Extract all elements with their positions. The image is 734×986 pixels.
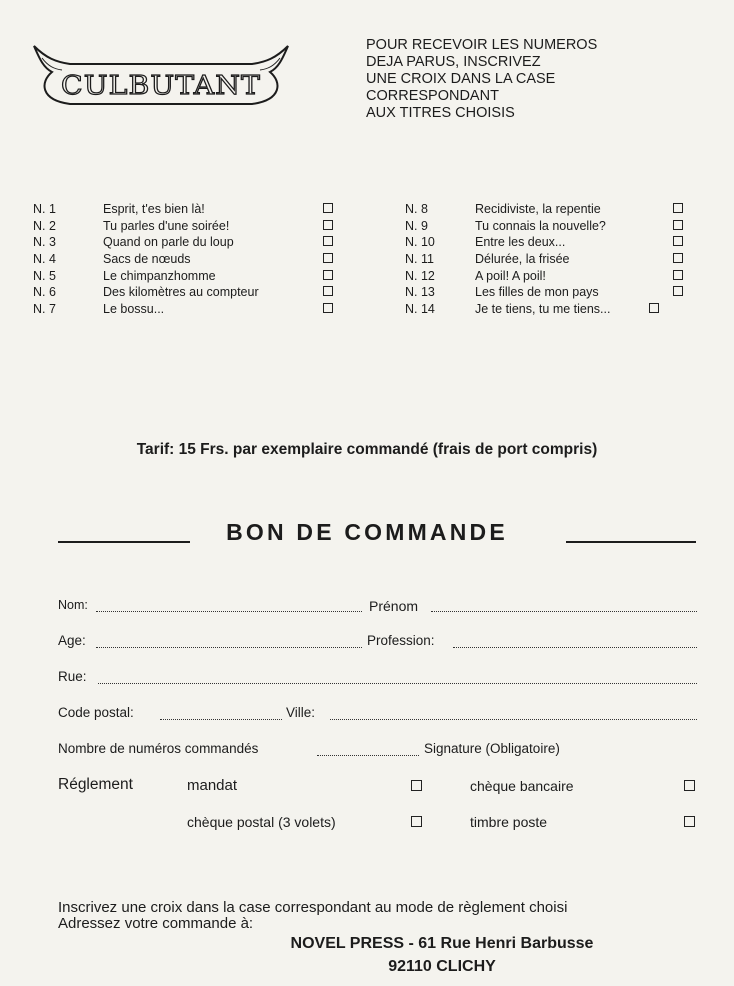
signature-label: Signature (Obligatoire) [424, 741, 560, 756]
mandat-checkbox[interactable] [411, 780, 422, 791]
ville-label: Ville: [286, 705, 316, 720]
title-name: Délurée, la frisée [475, 252, 570, 267]
title-name: Sacs de nœuds [103, 252, 191, 267]
intro-line: DEJA PARUS, INSCRIVEZ [366, 54, 541, 70]
title-row [33, 301, 343, 318]
mandat-label: mandat [187, 777, 238, 794]
title-name: A poil! A poil! [475, 268, 546, 283]
intro-line: UNE CROIX DANS LA CASE [366, 71, 556, 87]
title-name: Le chimpanzhomme [103, 268, 216, 283]
title-row [33, 218, 343, 235]
title-number: N. 12 [405, 268, 435, 283]
title-checkbox[interactable] [323, 236, 333, 246]
title-row [33, 201, 343, 218]
title-number: N. 1 [33, 202, 56, 216]
nom-field[interactable] [96, 611, 362, 612]
logo-text: CULBUTANT [61, 71, 261, 101]
heading-rule-right [566, 541, 696, 543]
ville-field[interactable] [330, 719, 697, 720]
age-label: Age: [58, 633, 86, 648]
nom-label: Nom: [58, 598, 88, 612]
title-row [405, 201, 695, 218]
intro-instructions [366, 37, 696, 122]
title-number: N. 13 [405, 285, 435, 300]
title-checkbox[interactable] [323, 203, 333, 213]
title-number: N. 4 [33, 252, 56, 267]
title-checkbox[interactable] [649, 303, 659, 313]
title-number: N. 11 [405, 252, 434, 267]
titles-list-left [33, 201, 343, 318]
profession-field[interactable] [453, 647, 697, 648]
cheque-postal-label: chèque postal (3 volets) [187, 814, 336, 830]
title-checkbox[interactable] [323, 303, 333, 313]
title-row [405, 218, 695, 235]
profession-label: Profession: [367, 633, 435, 648]
footer-address-intro: Adressez votre commande à: [58, 915, 254, 932]
title-name: Je te tiens, tu me tiens... [475, 302, 611, 317]
title-row [33, 268, 343, 285]
title-checkbox[interactable] [673, 220, 683, 230]
nombre-label: Nombre de numéros commandés [58, 741, 259, 756]
culbutant-logo [30, 38, 292, 108]
title-number: N. 7 [33, 302, 56, 317]
code-postal-field[interactable] [160, 719, 282, 720]
title-checkbox[interactable] [323, 220, 333, 230]
intro-line: POUR RECEVOIR LES NUMEROS [366, 37, 598, 53]
rue-label: Rue: [58, 669, 87, 684]
title-number: N. 10 [405, 235, 435, 250]
title-row [33, 284, 343, 301]
title-row [33, 251, 343, 268]
title-row [405, 284, 695, 301]
title-checkbox[interactable] [673, 253, 683, 263]
nombre-field[interactable] [317, 755, 419, 756]
title-row [405, 268, 695, 285]
cheque-bancaire-label: chèque bancaire [470, 778, 574, 794]
title-number: N. 6 [33, 285, 56, 300]
title-name: Quand on parle du loup [103, 235, 234, 250]
title-name: Entre les deux... [475, 235, 566, 250]
title-number: N. 9 [405, 218, 428, 233]
title-name: Tu connais la nouvelle? [475, 218, 606, 233]
publisher-address: NOVEL PRESS - 61 Rue Henri Barbusse [290, 935, 594, 952]
prenom-field[interactable] [431, 611, 697, 612]
title-checkbox[interactable] [673, 236, 683, 246]
timbre-poste-checkbox[interactable] [684, 816, 695, 827]
cheque-postal-checkbox[interactable] [411, 816, 422, 827]
title-name: Recidiviste, la repentie [475, 202, 601, 216]
title-row [405, 301, 695, 318]
intro-line: CORRESPONDANT [366, 88, 499, 104]
title-number: N. 5 [33, 268, 56, 283]
title-name: Le bossu... [103, 302, 165, 317]
title-row [405, 251, 695, 268]
title-checkbox[interactable] [323, 286, 333, 296]
title-name: Esprit, t'es bien là! [103, 202, 205, 216]
title-name: Les filles de mon pays [475, 285, 599, 300]
title-number: N. 3 [33, 235, 56, 250]
prenom-label: Prénom [369, 598, 419, 614]
tarif-text: Tarif: 15 Frs. par exemplaire commandé (frais de port compris) [136, 441, 598, 458]
order-form-title: BON DE COMMANDE [226, 519, 508, 545]
title-checkbox[interactable] [673, 203, 683, 213]
timbre-poste-label: timbre poste [470, 814, 548, 830]
title-name: Tu parles d'une soirée! [103, 218, 230, 233]
intro-line: AUX TITRES CHOISIS [366, 105, 515, 121]
title-checkbox[interactable] [673, 270, 683, 280]
title-checkbox[interactable] [323, 253, 333, 263]
title-row [405, 234, 695, 251]
title-row [33, 234, 343, 251]
code-postal-label: Code postal: [58, 705, 134, 720]
title-number: N. 8 [405, 202, 428, 216]
age-field[interactable] [96, 647, 362, 648]
rue-field[interactable] [98, 683, 697, 684]
title-checkbox[interactable] [673, 286, 683, 296]
title-number: N. 2 [33, 218, 56, 233]
title-name: Des kilomètres au compteur [103, 285, 259, 300]
reglement-label: Réglement [58, 776, 133, 793]
publisher-city: 92110 CLICHY [388, 958, 496, 975]
title-number: N. 14 [405, 302, 435, 317]
title-checkbox[interactable] [323, 270, 333, 280]
cheque-bancaire-checkbox[interactable] [684, 780, 695, 791]
titles-list-right [405, 201, 695, 318]
footer-instruction: Inscrivez une croix dans la case correspondant au mode de règlement choisi [58, 899, 568, 916]
